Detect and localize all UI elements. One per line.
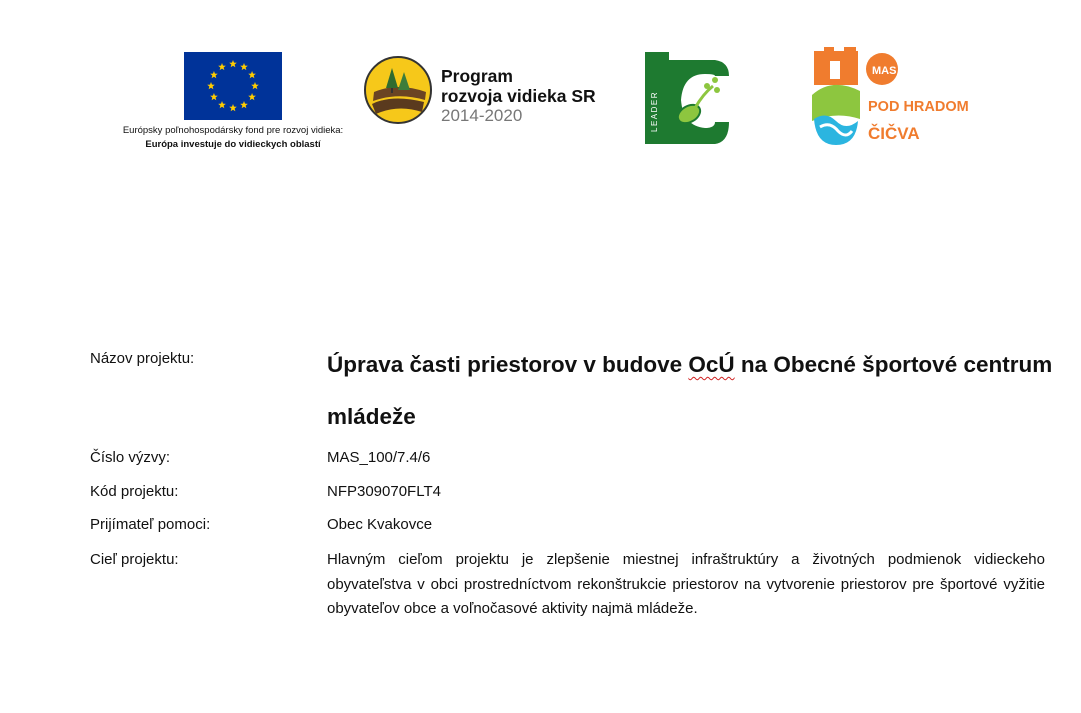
mas-line1: MAS <box>872 65 897 77</box>
eu-star-icon <box>218 63 226 70</box>
eu-star-icon <box>248 71 256 78</box>
eu-flag-logo <box>184 52 282 120</box>
recipient-label: Prijímateľ pomoci: <box>90 516 211 533</box>
prv-line1: Program <box>441 66 513 86</box>
eu-star-icon <box>229 60 237 67</box>
project-name-label: Názov projektu: <box>90 350 195 367</box>
mas-line2: POD HRADOM <box>868 99 969 115</box>
project-name-part2: na Obecné športové centrum mládeže <box>327 352 1053 429</box>
eu-star-icon <box>240 101 248 108</box>
eu-fund-caption <box>100 124 366 152</box>
eu-caption-line1: Európsky poľnohospodársky fond pre rozvoj vidieka: <box>122 125 344 136</box>
project-goal-value: Hlavným cieľom projektu je zlepšenie miestnej infraštruktúry a životných podmienok vidieckeho obyvateľstva v obci prostredníctvom rekonštrukcie priestorov na vytvorenie priestorov pre športové vyžitie obyvateľov obce a voľnočasové aktivity najmä mládeže. <box>327 551 1045 617</box>
prv-emblem-logo <box>362 54 434 126</box>
prv-logo-text <box>441 66 596 126</box>
project-code-value: NFP309070FLT4 <box>327 483 441 500</box>
eu-star-icon <box>210 71 218 78</box>
prv-line2: rozvoja vidieka SR <box>441 86 596 106</box>
eu-star-icon <box>229 104 237 111</box>
recipient-value: Obec Kvakovce <box>327 516 433 533</box>
eu-stars-icon <box>184 52 282 120</box>
eu-star-icon <box>207 82 215 89</box>
project-name-part1: Úprava časti priestorov v budove <box>327 352 689 377</box>
call-number-label: Číslo výzvy: <box>90 449 171 466</box>
mas-line3: ČIČVA <box>868 124 920 143</box>
eu-star-icon <box>240 63 248 70</box>
leader-logo <box>645 52 731 146</box>
eu-star-icon <box>248 93 256 100</box>
project-name-flagged-word: OcÚ <box>688 352 735 377</box>
leader-text: LEADER <box>650 90 659 132</box>
call-number-value: MAS_100/7.4/6 <box>327 449 431 466</box>
project-goal-label: Cieľ projektu: <box>90 551 179 568</box>
project-code-label: Kód projektu: <box>90 483 179 500</box>
mas-pod-hradom-logo <box>812 47 969 147</box>
prv-years: 2014-2020 <box>441 106 523 125</box>
eu-caption-line2: Európa investuje do vidieckych oblastí <box>145 139 321 150</box>
project-name-value <box>327 339 1057 443</box>
eu-star-icon <box>210 93 218 100</box>
eu-star-icon <box>251 82 259 89</box>
eu-star-icon <box>218 101 226 108</box>
